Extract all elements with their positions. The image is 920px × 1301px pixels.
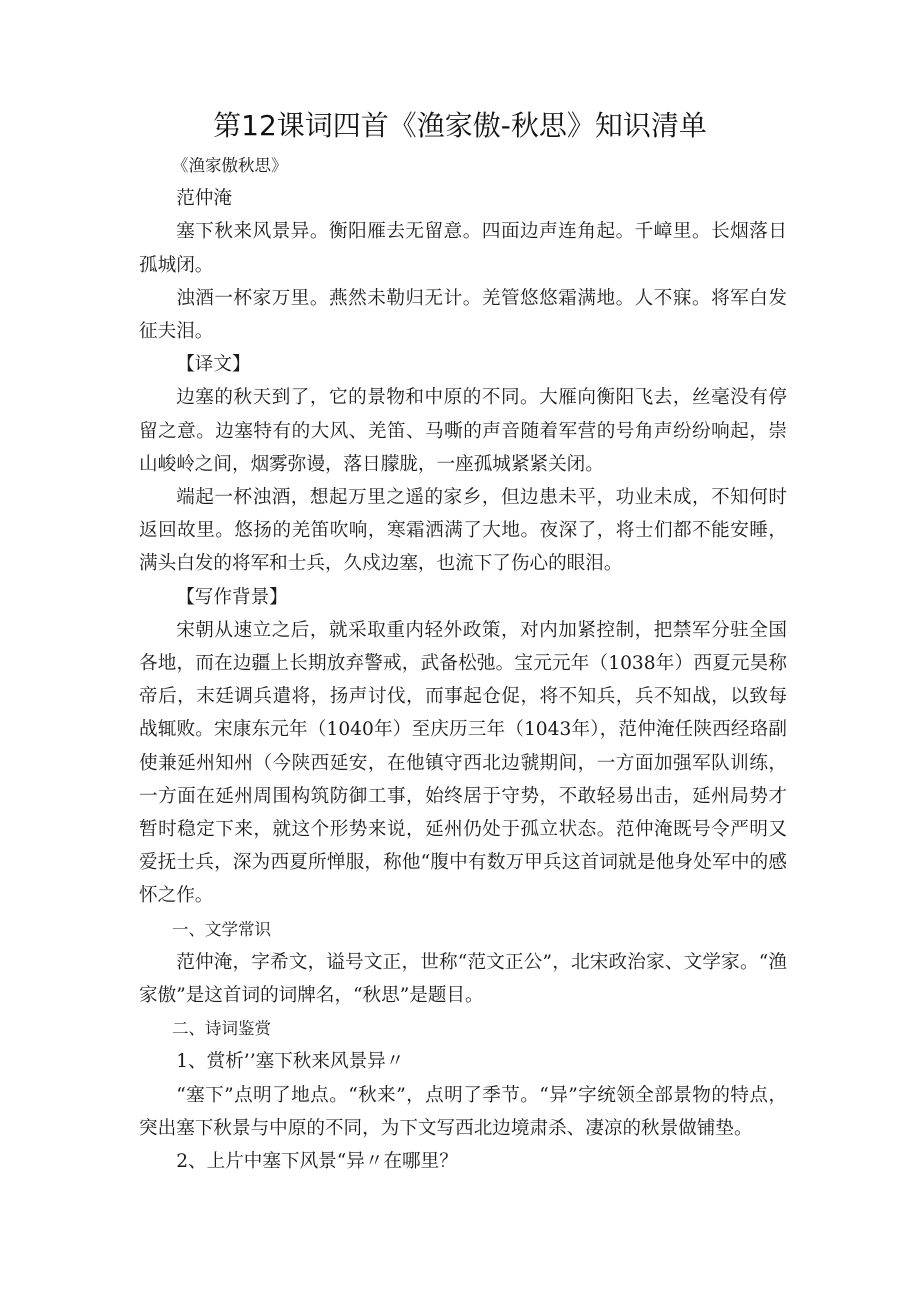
answer-1: “塞下”点明了地点。“秋来”，点明了季节。“异”字统领全部景物的特点，突出塞下秋景与中原的不同，为下文写西北边境肃杀、凄凉的秋景做铺垫。 [139, 1084, 787, 1139]
translation-paragraph: 边塞的秋天到了，它的景物和中原的不同。大雁向衡阳飞去，丝毫没有停留之意。边塞特有的大风、羌笛、马嘶的声音随着军营的号角声纷纷响起，崇山峻岭之间，烟雾弥谩，落日朦胧，一座孤城紧紧关闭。 [139, 387, 787, 475]
poem-line: 浊酒一杯家万里。燕然未勒归无计。羌管悠悠霜满地。人不寐。将军白发征夫泪。 [139, 287, 787, 343]
background-paragraph: 宋朝从速立之后，就采取重内轻外政策，对内加紧控制，把禁军分驻全国各地，而在边疆上长期放弃警戒，武备松弛。宝元元年（1038年）西夏元昊称帝后，末廷调兵遣将，扬声讨伐，而事起仓促，将不知兵，兵不知战，以致每战辄败。宋康东元年（1040年）至庆历三年（1043年），范仲淹任陕西经珞副使兼延州知州（今陕西延安，在他镇守西北边虢期间，一方面加强军队训练，一方面在延州周围构筑防御工事，始终居于守势，不敢轻易出击，延州局势才暂时稳定下来，就这个形势来说，延州仍处于孤立状态。范仲淹既号令严明又爱抚士兵，深为西夏所惮服，称他“腹中有数万甲兵这首词就是他身处军中的感怀之作。 [139, 619, 787, 907]
poem-name: 《渔家傲秋思》 [172, 156, 288, 175]
question-2: 2、上片中塞下风景“异〃在哪里？ [176, 1151, 458, 1173]
appreciation-heading: 二、诗词鉴赏 [172, 1019, 271, 1039]
background-heading: 【写作背景】 [176, 586, 288, 608]
document-title: 第12课词四首《渔家傲-秋思》知识清单 [213, 109, 707, 142]
literature-heading: 一、文学常识 [172, 919, 271, 939]
translation-paragraph: 端起一杯浊酒，想起万里之遥的家乡，但边患未平，功业未成，不知何时返回故里。悠扬的羌笛吹响，寒霜洒满了大地。夜深了，将士们都不能安睡，满头白发的将军和士兵，久戍边塞，也流下了伤心的眼泪。 [139, 487, 787, 575]
poem-author: 范仲淹 [176, 188, 232, 210]
poem-line: 塞下秋来风景异。衡阳雁去无留意。四面边声连角起。千嶂里。长烟落日孤城闭。 [139, 221, 787, 276]
question-1: 1、赏析’’塞下秋来风景异〃 [176, 1051, 405, 1073]
translation-heading: 【译文】 [176, 354, 251, 376]
literature-paragraph: 范仲淹，字希文，谥号文正，世称“范文正公”，北宋政治家、文学家。“渔家傲”是这首词的词牌名，“秋思”是题目。 [139, 951, 787, 1007]
document-body [139, 149, 787, 1178]
